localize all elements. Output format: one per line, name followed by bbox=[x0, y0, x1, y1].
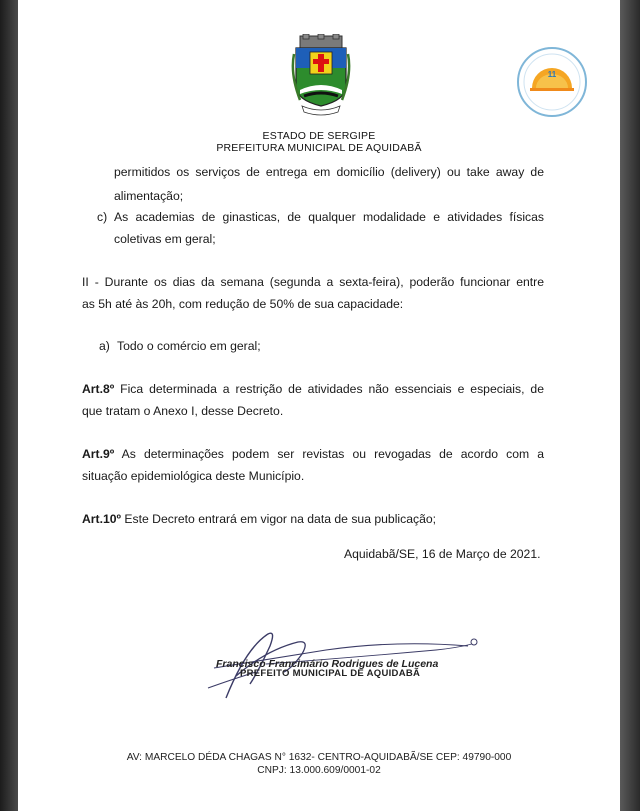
art-8-text: Fica determinada a restrição de atividades não essenciais e especiais, de bbox=[114, 382, 544, 396]
anniversary-seal-icon bbox=[516, 46, 588, 118]
item-a-marker: a) bbox=[99, 339, 110, 353]
footer-cnpj: CNPJ: 13.000.609/0001-02 bbox=[257, 765, 381, 776]
signatory-title: PREFEITO MUNICIPAL DE AQUIDABÃ bbox=[240, 668, 421, 679]
art-8-line-2: que tratam o Anexo I, desse Decreto. bbox=[82, 404, 284, 418]
art-9-label: Art.9º bbox=[82, 447, 115, 461]
art-8-line-1 bbox=[82, 381, 544, 397]
art-10-line bbox=[82, 511, 436, 527]
art-10-text: Este Decreto entrará em vigor na data de sua publicação; bbox=[121, 512, 437, 526]
art-9-line-2: situação epidemiológica deste Município. bbox=[82, 469, 305, 483]
page-shadow-left bbox=[0, 0, 18, 811]
art-8-label: Art.8º bbox=[82, 382, 115, 396]
date-line: Aquidabã/SE, 16 de Março de 2021. bbox=[344, 547, 541, 561]
art-9-text: As determinações podem ser revistas ou revogadas de acordo com a bbox=[114, 447, 544, 461]
header-office: PREFEITURA MUNICIPAL DE AQUIDABÃ bbox=[216, 142, 422, 154]
document-page bbox=[18, 0, 620, 811]
body-line-2: alimentação; bbox=[114, 189, 184, 203]
item-a-text: Todo o comércio em geral; bbox=[117, 339, 261, 353]
page-shadow-right bbox=[620, 0, 640, 811]
art-10-label: Art.10º bbox=[82, 512, 121, 526]
seal-number: 11 bbox=[547, 70, 557, 79]
item-c-marker: c) bbox=[97, 210, 108, 224]
municipal-coat-of-arms-icon bbox=[290, 34, 352, 116]
art-9-line-1 bbox=[82, 446, 544, 462]
header-state: ESTADO DE SERGIPE bbox=[262, 130, 376, 142]
section-ii-line-2: as 5h até às 20h, com redução de 50% de sua capacidade: bbox=[82, 297, 404, 311]
signatory-name: Francisco Francimário Rodrigues de Lucena bbox=[216, 658, 439, 670]
item-c-line-1: As academias de ginasticas, de qualquer modalidade e atividades físicas bbox=[114, 210, 544, 224]
footer-address: AV: MARCELO DÉDA CHAGAS N° 1632- CENTRO-AQUIDABÃ/SE CEP: 49790-000 bbox=[126, 752, 512, 763]
section-ii-line-1: II - Durante os dias da semana (segunda a sexta-feira), poderão funcionar entre bbox=[82, 275, 544, 289]
item-c-line-2: coletivas em geral; bbox=[114, 232, 216, 246]
body-line-1: permitidos os serviços de entrega em domicílio (delivery) ou take away de bbox=[114, 165, 544, 179]
